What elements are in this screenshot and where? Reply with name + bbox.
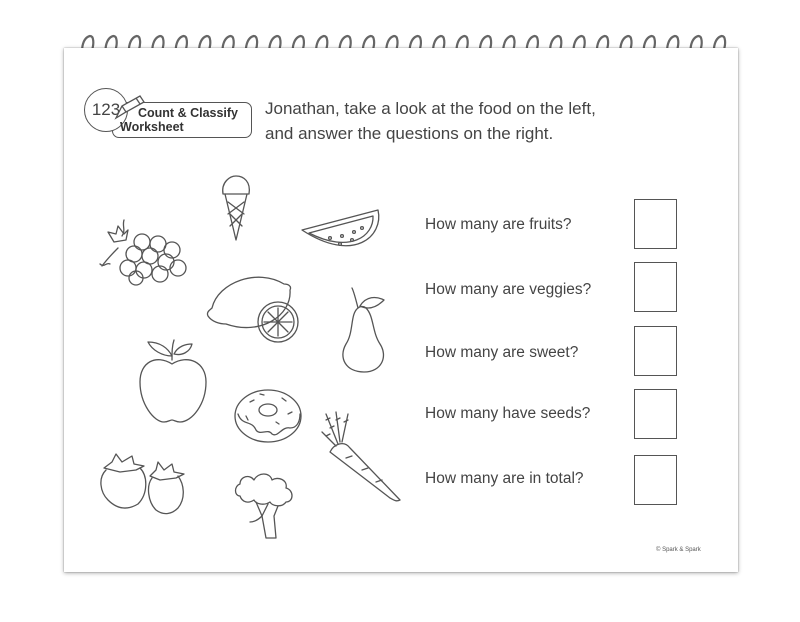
watermelon-icon <box>300 208 382 260</box>
badge-number: 123 <box>84 88 128 132</box>
question-fruits: How many are fruits? <box>425 216 572 233</box>
answer-box-veggies[interactable] <box>634 262 677 312</box>
strawberries-icon <box>98 452 190 518</box>
question-total: How many are in total? <box>425 470 584 487</box>
lemon-icon <box>204 272 300 344</box>
instruction-line-2: and answer the questions on the right. <box>265 124 554 143</box>
broccoli-icon <box>232 470 298 542</box>
pear-icon <box>336 286 392 374</box>
grapes-icon <box>98 218 190 286</box>
question-sweet: How many are sweet? <box>425 344 579 361</box>
worksheet-badge <box>84 88 252 138</box>
answer-box-fruits[interactable] <box>634 199 677 249</box>
apple-icon <box>138 338 208 424</box>
question-seeds: How many have seeds? <box>425 405 591 422</box>
badge-subtitle: Worksheet <box>120 120 184 134</box>
answer-box-sweet[interactable] <box>634 326 677 376</box>
answer-box-total[interactable] <box>634 455 677 505</box>
ice-cream-icon <box>220 174 252 244</box>
donut-icon <box>232 386 304 446</box>
instruction-text <box>265 96 645 146</box>
question-veggies: How many are veggies? <box>425 281 592 298</box>
badge-title: Count & Classify <box>138 106 239 120</box>
copyright-text: © Spark & Spark <box>656 547 701 553</box>
carrot-icon <box>320 410 404 506</box>
instruction-line-1: Jonathan, take a look at the food on the left, <box>265 99 596 118</box>
answer-box-seeds[interactable] <box>634 389 677 439</box>
